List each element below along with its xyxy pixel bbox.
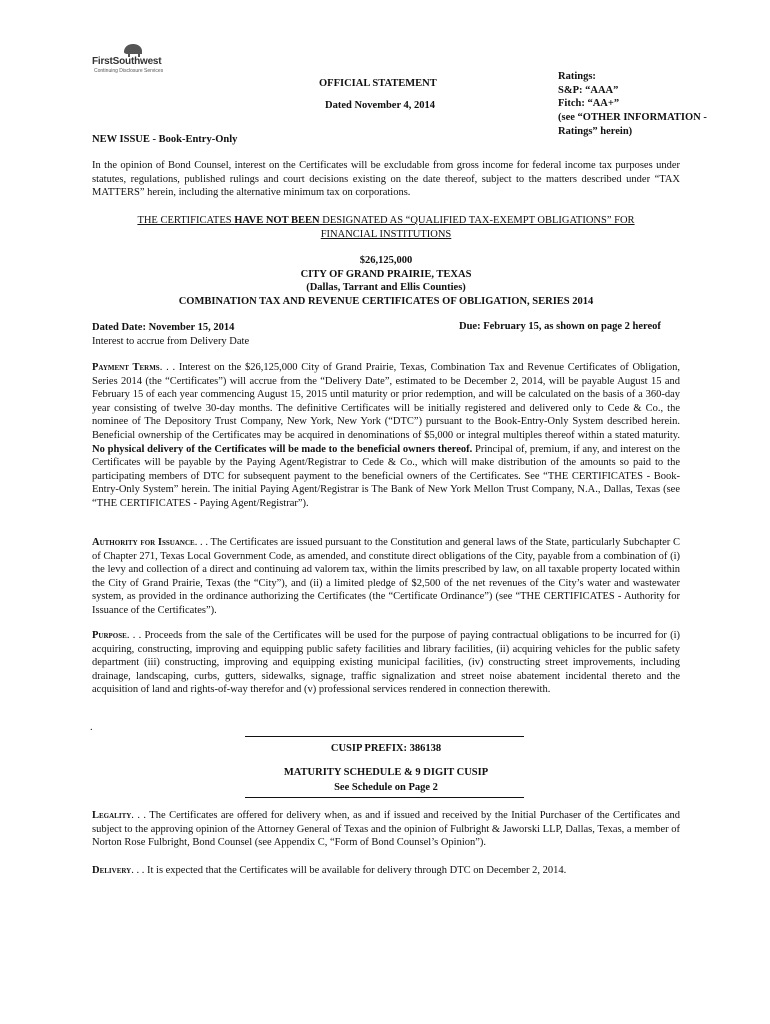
maturity-schedule: MATURITY SCHEDULE & 9 DIGIT CUSIP [283, 767, 489, 778]
see-schedule: See Schedule on Page 2 [334, 782, 438, 793]
logo-tagline: Continuing Disclosure Services [94, 68, 164, 74]
purpose-text: . . . Proceeds from the sale of the Certificates will be used for the purpose of paying contractual obligations to be incurred for (i) acquiring, constructing, improving and equipping public safety facilities and library facilities, (ii) acquiring vehicles for the public safety department (iii) constructing, improving and equipping existing municipal facilities, (iv) constructing street improvements, including drainage, landscaping, curbs, gutters, sidewalks, signage, traffic signalization and street noise abatement incidental thereto and the acquisition of land and rights-of-way therefor and (v) professional services rendered in connection therewith. [92, 630, 680, 696]
issue-amount: $26,125,000 [359, 255, 413, 266]
purpose-label: Purpose [92, 630, 127, 641]
rating-sp: S&P: “AAA” [558, 84, 619, 96]
tax-opinion-paragraph: In the opinion of Bond Counsel, interest on the Certificates will be excludable from gross income for federal income tax purposes under statutes, regulations, published rulings and court decisions existing on the date thereof, subject to the matters described under “TAX MATTERS” herein, including the alternative minimum tax on corporations. [92, 160, 680, 199]
ratings-heading: Ratings: [558, 71, 596, 82]
payment-terms-label: Payment Terms [92, 362, 160, 373]
firstsouthwest-logo [92, 42, 192, 76]
legality-text: . . . The Certificates are offered for delivery when, as and if issued and received by the Initial Purchaser of the Certificates and subject to the approving opinion of the Attorney General of Texas and the opinion of Fulbright & Jaworski LLP, Dallas, Texas, a member of Norton Rose Fulbright, Bond Counsel (see Appendix C, “Form of Bond Counsel’s Opinion”). [92, 810, 680, 849]
dated-date: Dated Date: November 15, 2014 [92, 322, 235, 333]
payment-terms-paragraph [92, 361, 680, 511]
delivery-paragraph [92, 864, 680, 878]
designation-post: DESIGNATED AS “QUALIFIED TAX-EXEMPT OBLIGATIONS” FOR [319, 215, 635, 226]
purpose-paragraph [92, 629, 680, 697]
payment-terms-bold: No physical delivery of the Certificates will be made to the beneficial owners thereof. [92, 443, 473, 455]
payment-terms-lead: . . . Interest on the $26,125,000 City of Grand Prairie, Texas, Combination Tax and Revenue Certificates of Obligation, Series 2014 (the “Certificates”) will accrue from the “Delivery Date”, estimated to be December 2, 2014, will be payable August 15 and February 15 of each year commencing August 15, 2015 until maturity or prior redemption, and will be calculated on the basis of a 360-day year consisting of twelve 30-day months. The definitive Certificates will be initially registered and delivered only to Cede & Co., the nominee of The Depository Trust Company, New York, New York (“DTC”) pursuant to the Book-Entry-Only System described herein. Beneficial ownership of the Certificates may be acquired in denominations of $5,000 or integral multiples thereof within a stated maturity. [92, 362, 680, 441]
new-issue-label: NEW ISSUE - Book-Entry-Only [92, 134, 238, 145]
official-statement-date: Dated November 4, 2014 [325, 100, 436, 111]
qualified-designation-notice [92, 214, 680, 241]
designation-line2: FINANCIAL INSTITUTIONS [320, 228, 452, 240]
ratings-block [558, 70, 707, 139]
legality-label: Legality [92, 810, 132, 821]
due-date: Due: February 15, as shown on page 2 hereof [459, 321, 661, 332]
delivery-label: Delivery [92, 865, 132, 876]
legality-paragraph [92, 809, 680, 850]
authority-paragraph [92, 536, 680, 618]
cusip-bottom-rule [245, 797, 524, 798]
official-statement-title: OFFICIAL STATEMENT [319, 78, 437, 89]
cusip-prefix: CUSIP PREFIX: 386138 [330, 743, 442, 754]
interest-accrue: Interest to accrue from Delivery Date [92, 335, 250, 347]
payment-terms-tail: Principal of, premium, if any, and interest on the Certificates will be payable by the Paying Agent/Registrar to Cede & Co., which will make distribution of the amounts so paid to the participating members of DTC for subsequent payment to the beneficial owners of the Certificates. See “THE CERTIFICATES - Book-Entry-Only System” herein. The initial Paying Agent/Registrar is The Bank of New York Mellon Trust Company, N.A., Dallas, Texas (see “THE CERTIFICATES - Paying Agent/Registrar”). [92, 443, 680, 509]
designation-pre: THE CERTIFICATES [137, 215, 235, 226]
authority-label: Authority for Issuance [92, 537, 195, 548]
rating-fitch: Fitch: “AA+” [558, 98, 620, 110]
ratings-see-line1: (see “OTHER INFORMATION - [558, 112, 707, 124]
issue-counties: (Dallas, Tarrant and Ellis Counties) [306, 282, 466, 294]
issue-city: CITY OF GRAND PRAIRIE, TEXAS [300, 268, 472, 280]
designation-bold: HAVE NOT BEEN [234, 215, 320, 226]
issue-title: COMBINATION TAX AND REVENUE CERTIFICATES OF OBLIGATION, SERIES 2014 [178, 295, 594, 307]
stray-dot: . [90, 722, 93, 733]
logo-name: FirstSouthwest [92, 56, 162, 67]
delivery-text: . . . It is expected that the Certificates will be available for delivery through DTC on December 2, 2014. [131, 865, 567, 876]
cusip-top-rule [245, 736, 524, 737]
ratings-see-line2: Ratings” herein) [558, 125, 633, 137]
dated-date-block [92, 321, 249, 348]
authority-text: . . . The Certificates are issued pursuant to the Constitution and general laws of the State, particularly Subchapter C of Chapter 271, Texas Local Government Code, as amended, and constitute direct obligations of the City, payable from a combination of (i) the levy and collection of a direct and continuing ad valorem tax, within the limits prescribed by law, on all taxable property located within the City of Grand Prairie, Texas (the “City”), and (ii) a limited pledge of $2,500 of the net revenues of the City’s water and wastewater system, as provided in the ordinance authorizing the Certificates (the “Certificate Ordinance”) (see “THE CERTIFICATES - Authority for Issuance of the Certificates”). [92, 537, 680, 616]
issue-heading [92, 254, 680, 308]
